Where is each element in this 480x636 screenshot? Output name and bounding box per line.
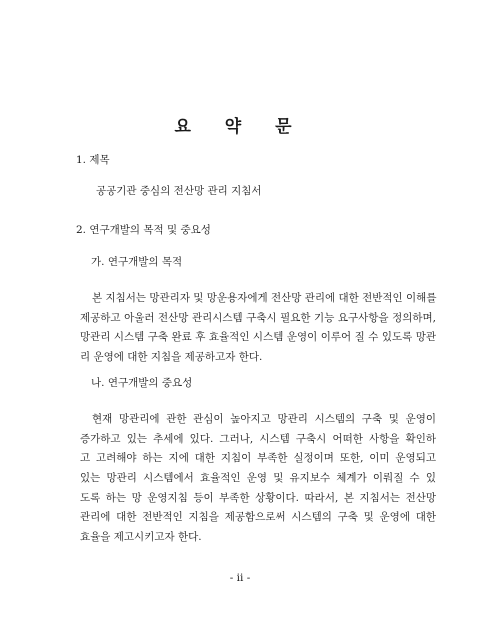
paragraph-line: 망관리 시스템 구축 완료 후 효율적인 시스템 운영이 이루어 질 수 있도록 망관 bbox=[80, 331, 436, 344]
section-2-heading: 2. 연구개발의 목적 및 중요성 bbox=[76, 224, 211, 236]
paragraph-line: 있는 망관리 시스템에서 효율적인 운영 및 유지보수 체계가 이뤄질 수 있 bbox=[80, 472, 436, 485]
paragraph-line: 본 지침서는 망관리자 및 망운용자에게 전산망 관리에 대한 전반적인 이해를 bbox=[92, 292, 437, 304]
paragraph-line: 도록 하는 망 운영지침 등이 부족한 상황이다. 따라서, 본 지침서는 전산망 bbox=[80, 491, 436, 504]
section-2b-heading: 나. 연구개발의 중요성 bbox=[91, 377, 193, 389]
section-2b-paragraph bbox=[80, 410, 436, 548]
paragraph-line: 증가하고 있는 추세에 있다. 그러나, 시스템 구축시 어떠한 사항을 확인하 bbox=[80, 432, 436, 445]
page-number: - ii - bbox=[229, 572, 251, 584]
paragraph-line: 현재 망관리에 관한 관심이 높아지고 망관리 시스템의 구축 및 운영이 bbox=[92, 413, 436, 425]
section-1-text: 공공기관 중심의 전산망 관리 지침서 bbox=[96, 185, 262, 197]
section-2a-paragraph bbox=[80, 289, 436, 368]
section-1-heading: 1. 제목 bbox=[76, 154, 110, 166]
section-2a-heading: 가. 연구개발의 목적 bbox=[91, 256, 183, 268]
paragraph-line: 고 고려해야 하는 지에 대한 지침이 부족한 실정이며 또한, 이미 운영되고 bbox=[80, 452, 436, 465]
paragraph-line: 제공하고 아울러 전산망 관리시스템 구축시 필요한 기능 요구사항을 정의하며, bbox=[80, 311, 436, 324]
paragraph-line: 관리에 대한 전반적인 지침을 제공함으로써 시스템의 구축 및 운영에 대한 bbox=[80, 511, 436, 524]
page-title: 요 약 문 bbox=[174, 117, 306, 137]
paragraph-line: 효율을 제고시키고자 한다. bbox=[80, 531, 202, 544]
paragraph-line: 리 운영에 대한 지침을 제공하고자 한다. bbox=[80, 351, 263, 364]
